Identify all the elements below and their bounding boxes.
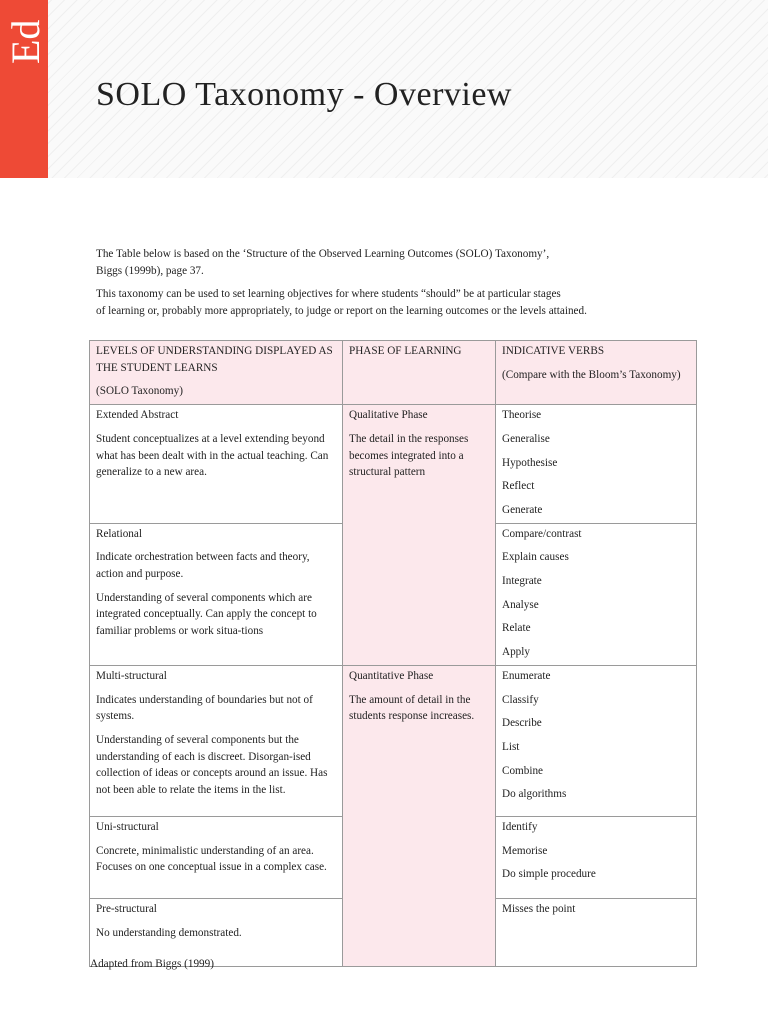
verbs-cell bbox=[496, 665, 697, 816]
page-title: SOLO Taxonomy - Overview bbox=[96, 76, 512, 113]
verb: Generate bbox=[502, 503, 543, 516]
verbs-cell bbox=[496, 816, 697, 898]
verb: Do algorithms bbox=[502, 788, 567, 801]
header-levels: LEVELS OF UNDERSTANDING DISPLAYED AS THE STUDENT LEARNS (SOLO Taxonomy) bbox=[90, 341, 343, 405]
level-desc: Indicate orchestration between facts and theory, action and purpose. bbox=[96, 551, 310, 581]
level-desc: No understanding demonstrated. bbox=[96, 926, 242, 939]
verb: Reflect bbox=[502, 480, 535, 493]
brand-tab bbox=[0, 0, 48, 178]
level-name: Extended Abstract bbox=[96, 409, 179, 422]
level-cell bbox=[90, 816, 343, 898]
table-header-row bbox=[90, 341, 697, 405]
intro-paragraph-1: The Table below is based on the ‘Structure of the Observed Learning Outcomes (SOLO) Taxonomy’, Biggs (1999b), page 37. bbox=[96, 248, 550, 277]
table-row bbox=[90, 405, 697, 524]
source-note: Adapted from Biggs (1999) bbox=[90, 958, 214, 970]
solo-table bbox=[89, 340, 697, 967]
table-row bbox=[90, 665, 697, 816]
level-cell bbox=[90, 523, 343, 665]
verb: Enumerate bbox=[502, 669, 551, 682]
verb: Generalise bbox=[502, 432, 550, 445]
verb: Relate bbox=[502, 622, 531, 635]
verb: Explain causes bbox=[502, 551, 569, 564]
phase-name: Qualitative Phase bbox=[349, 409, 428, 422]
level-cell bbox=[90, 665, 343, 816]
verb: Do simple procedure bbox=[502, 868, 596, 881]
phase-desc: The detail in the responses becomes integrated into a structural pattern bbox=[349, 432, 469, 479]
verb: Analyse bbox=[502, 598, 539, 611]
level-name: Pre-structural bbox=[96, 902, 157, 915]
verb: Compare/contrast bbox=[502, 527, 582, 540]
verb: Integrate bbox=[502, 575, 542, 588]
level-desc: Student conceptualizes at a level extending beyond what has been dealt with in the actual teaching. Can generalize to a new area. bbox=[96, 432, 329, 479]
intro-paragraph-2: This taxonomy can be used to set learning objectives for where students “should” be at particular stages of learning or, probably more appropriately, to judge or report on the learning outcomes or the levels attained. bbox=[96, 288, 587, 317]
level-cell bbox=[90, 898, 343, 966]
level-desc: Understanding of several components which are integrated conceptually. Can apply the concept to familiar problems or work situa-tions bbox=[96, 591, 317, 638]
verb: List bbox=[502, 740, 520, 753]
level-cell bbox=[90, 405, 343, 524]
verb: Misses the point bbox=[502, 902, 576, 915]
verb: Classify bbox=[502, 693, 539, 706]
verb: Hypothesise bbox=[502, 456, 558, 469]
header-verbs: INDICATIVE VERBS (Compare with the Bloom’s Taxonomy) bbox=[496, 341, 697, 405]
level-name: Uni-structural bbox=[96, 820, 159, 833]
brand-logo-text: Ed bbox=[3, 19, 48, 64]
phase-cell bbox=[343, 405, 496, 666]
phase-cell bbox=[343, 665, 496, 966]
level-name: Relational bbox=[96, 527, 142, 540]
verb: Describe bbox=[502, 717, 542, 730]
verb: Theorise bbox=[502, 409, 542, 422]
header-phase: PHASE OF LEARNING bbox=[343, 341, 496, 405]
verb: Memorise bbox=[502, 844, 548, 857]
verbs-cell bbox=[496, 523, 697, 665]
level-name: Multi-structural bbox=[96, 669, 167, 682]
level-desc: Concrete, minimalistic understanding of an area. Focuses on one conceptual issue in a complex case. bbox=[96, 844, 327, 874]
verbs-cell bbox=[496, 898, 697, 966]
verb: Combine bbox=[502, 764, 544, 777]
level-desc: Indicates understanding of boundaries but not of systems. bbox=[96, 693, 313, 723]
phase-name: Quantitative Phase bbox=[349, 669, 434, 682]
level-desc: Understanding of several components but the understanding of each is discreet. Disorgan-ised collection of ideas or concepts around an issue. Has not been able to relate the items in the list. bbox=[96, 733, 328, 797]
verb: Apply bbox=[502, 646, 530, 659]
verb: Identify bbox=[502, 820, 538, 833]
phase-desc: The amount of detail in the students response increases. bbox=[349, 693, 475, 723]
verbs-cell bbox=[496, 405, 697, 524]
